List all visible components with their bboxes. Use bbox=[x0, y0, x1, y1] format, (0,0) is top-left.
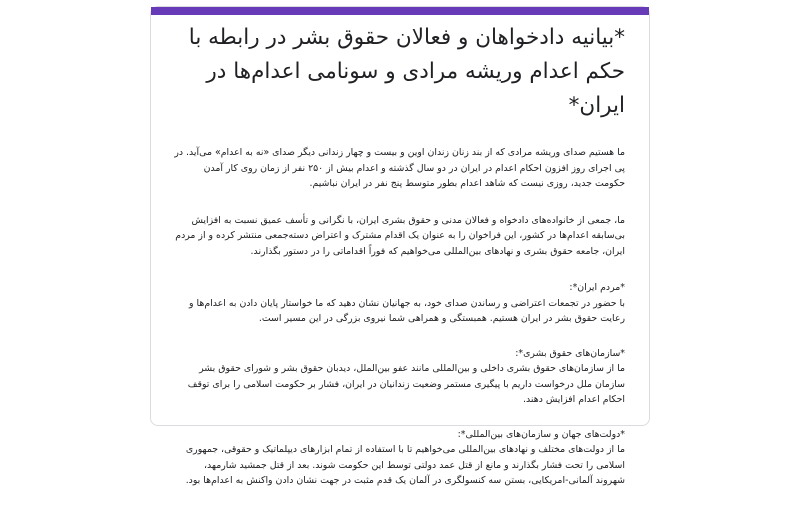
description-section-governments bbox=[173, 427, 625, 489]
form-title: *بیانیه دادخواهان و فعالان حقوق بشر در رابطه با حکم اعدام وریشه مرادی و سونامی اعدام‌ها در ایران* bbox=[188, 25, 625, 118]
description-paragraph-intro: ما هستیم صدای وریشه مرادی که از بند زنان زندان اوین و بیست و چهار زندانی دیگر صدای «نه به اعدام» می‌آید. در پی اجرای روز افزون احکام اعدام در ایران در دو سال گذشته و اعدام بیش از ۲۵۰ نفر از زمان روی کار آمدن حکومت جدید، روزی نیست که شاهد اعدام بطور متوسط پنج نفر در ایران نباشیم. bbox=[174, 147, 625, 189]
section-text-governments: ما از دولت‌های مختلف و نهادهای بین‌المللی می‌خواهیم تا با استفاده از تمام ابزارهای دیپلماتیک و حقوقی، جمهوری اسلامی را تحت فشار بگذارند و مانع از قتل عمد دولتی توسط این حکومت شوند. بعد از قتل جمشید شارمهد، شهروند آلمانی-امریکایی، بستن سه کنسولگری در آلمان یک قدم مثبت در جهت نشان دادن واکنش به اعدام‌ها بود. bbox=[185, 444, 625, 486]
form-description bbox=[173, 145, 625, 489]
section-text-people: با حضور در تجمعات اعتراضی و رساندن صدای خود، به جهانیان نشان دهید که ما خواستار پایان دادن به اعدام‌ها و رعایت حقوق بشر در ایران هستیم. همبستگی و همراهی شما نیروی بزرگی در این مسیر است. bbox=[189, 297, 625, 324]
section-text-rights-orgs: ما از سازمان‌های حقوق بشری داخلی و بین‌المللی مانند عفو بین‌الملل، دیدبان حقوق بشر و شورای حقوق بشر سازمان ملل درخواست داریم با پیگیری مستمر وضعیت زندانیان در ایران، فشار بر حکومت اسلامی را برای توقف احکام اعدام افزایش دهند. bbox=[187, 363, 625, 405]
section-heading-people: *مردم ایران*: bbox=[569, 282, 625, 293]
form-header bbox=[173, 21, 625, 508]
form-accent-bar bbox=[151, 7, 649, 15]
section-heading-rights-orgs: *سازمان‌های حقوق بشری*: bbox=[515, 347, 625, 359]
section-heading-governments: *دولت‌های جهان و سازمان‌های بین‌المللی*: bbox=[457, 428, 625, 440]
description-section-rights-orgs bbox=[173, 346, 625, 408]
form-card bbox=[150, 6, 650, 486]
description-paragraph-call: ما، جمعی از خانواده‌های دادخواه و فعالان مدنی و حقوق بشری ایران، با نگرانی و تأسف عمیق نسبت به افزایش بی‌سابقه اعدام‌ها در کشور، این فراخوان را به عنوان یک اقدام مشترک و اعتراض دسته‌جمعی منتشر کرده و از مردم ایران، جامعه حقوق بشری و نهادهای بین‌المللی می‌خواهیم که فوراً اقداماتی را در دستور بگذارند. bbox=[175, 214, 625, 257]
description-section-people bbox=[173, 280, 625, 327]
